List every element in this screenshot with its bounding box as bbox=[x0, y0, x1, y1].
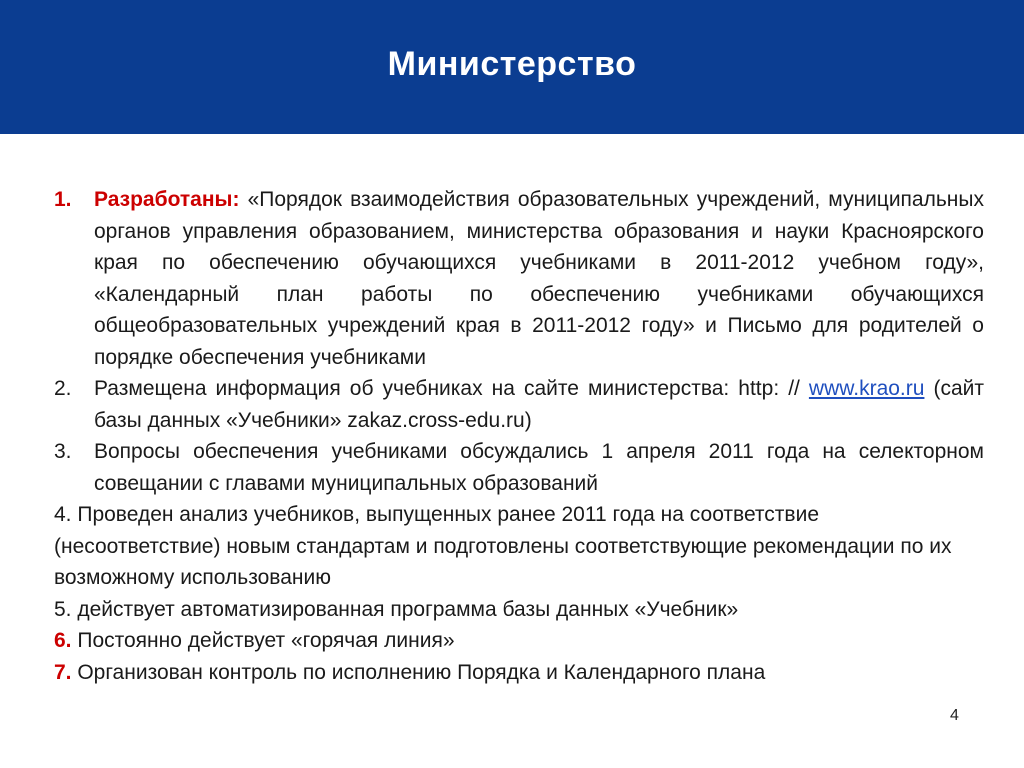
list-item-text: (сайт базы данных «Учебники» zakaz.cross-edu.ru) bbox=[94, 377, 984, 432]
list-item-text: 5. действует автоматизированная программа базы данных «Учебник» bbox=[54, 597, 739, 621]
list-item-text: 4. Проведен анализ учебников, выпущенных ранее 2011 года на соответствие (несоответствие) новым стандартам и подготовлены соответствующие рекомендации по их возможному использованию bbox=[54, 503, 952, 589]
list-number: 1. bbox=[54, 188, 72, 211]
list-item-text: Размещена информация об учебниках на сайте министерства: http: // bbox=[94, 377, 809, 400]
list-item-6 bbox=[54, 625, 984, 657]
list-number: 7. bbox=[54, 660, 72, 684]
list-item-text: Организован контроль по исполнению Порядка и Календарного плана bbox=[71, 660, 766, 684]
slide-content bbox=[0, 184, 1024, 688]
list-item-text: «Порядок взаимодействия образовательных учреждений, муниципальных органов управления образованием, министерства образования и науки Красноярского края по обеспечению обучающихся учебниками в 2011-2012 учебном году», «Календарный план работы по обеспечению учебниками обучающихся общеобразовательных учреждений края в 2011-2012 году» и Письмо для родителей о порядке обеспечения учебниками bbox=[94, 188, 984, 369]
list-number: 3. bbox=[54, 440, 72, 463]
list-number: 2. bbox=[54, 377, 72, 400]
site-link[interactable]: www.krao.ru bbox=[808, 377, 925, 400]
list-item-5 bbox=[54, 594, 984, 626]
list-item-1 bbox=[54, 184, 984, 373]
page-number: 4 bbox=[950, 707, 959, 724]
list-number: 6. bbox=[54, 629, 72, 652]
list-item-4 bbox=[54, 499, 984, 594]
header-bar bbox=[0, 0, 1024, 134]
list-item-text: Вопросы обеспечения учебниками обсуждались 1 апреля 2011 года на селекторном совещании с главами муниципальных образований bbox=[94, 440, 984, 495]
list-item-lead: Разработаны: bbox=[94, 188, 240, 211]
list-item-7 bbox=[54, 657, 984, 689]
list-item-3 bbox=[54, 436, 984, 499]
list-item-2 bbox=[54, 373, 984, 436]
list-item-text: Постоянно действует «горячая линия» bbox=[71, 629, 455, 652]
slide-title: Министерство bbox=[387, 44, 637, 83]
